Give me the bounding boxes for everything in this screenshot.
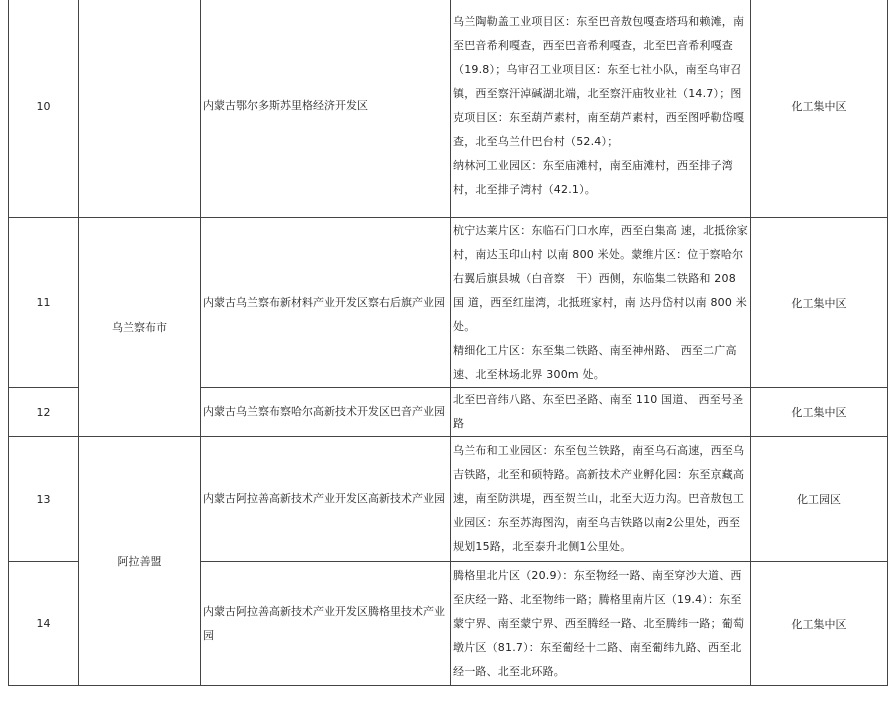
city-cell: 阿拉善盟 <box>79 437 201 686</box>
row-number: 12 <box>9 388 79 437</box>
park-type: 化工园区 <box>751 437 888 562</box>
boundary-paragraph: 腾格里北片区（20.9）：东至物经一路、南至穿沙大道、西至庆经一路、北至物纬一路；腾格里南片区（19.4）：东至蒙宁界、南至蒙宁界、西至腾经一路、北至腾纬一路；葡萄墩片区（81.7）：东至葡经十二路、南至葡纬九路、西至北经一路、北至北环路。 <box>453 568 745 678</box>
park-table <box>8 0 888 686</box>
zone-name: 内蒙古阿拉善高新技术产业开发区腾格里技术产业园 <box>201 562 451 686</box>
boundary-paragraph: 杭宁达莱片区：东临石门口水库，西至白集高 速，北抵徐家村，南达玉印山村 以南 800 米处。蒙维片区：位于察哈尔右翼后旗县城（白音察 干）西侧，东临集二铁路和 208 国 道，西至红崖湾，北抵班家村，南 达丹岱村以南 800 米处。 <box>453 223 748 333</box>
row-number: 11 <box>9 218 79 388</box>
boundary-cell <box>451 388 751 437</box>
table-row <box>9 437 888 562</box>
park-type: 化工集中区 <box>751 218 888 388</box>
park-type: 化工集中区 <box>751 388 888 437</box>
boundary-cell <box>451 562 751 686</box>
zone-name: 内蒙古乌兰察布新材料产业开发区察右后旗产业园 <box>201 218 451 388</box>
table-row <box>9 218 888 388</box>
boundary-paragraph: 纳林河工业园区：东至庙滩村，南至庙滩村，西至排子湾村，北至排子湾村（42.1）。 <box>453 159 733 196</box>
city-cell: 乌兰察布市 <box>79 218 201 437</box>
table-row <box>9 0 888 218</box>
zone-name: 内蒙古鄂尔多斯苏里格经济开发区 <box>201 0 451 218</box>
park-type: 化工集中区 <box>751 562 888 686</box>
boundary-cell <box>451 218 751 388</box>
row-number: 10 <box>9 0 79 218</box>
boundary-paragraph: 乌兰布和工业园区：东至包兰铁路，南至乌石高速，西至乌吉铁路，北至和硕特路。高新技术产业孵化园：东至京藏高速，南至防洪堤，西至贺兰山，北至大迈力沟。巴音敖包工业园区：东至苏海图沟，南至乌吉铁路以南2公里处，西至规划15路，北至泰升北侧1公里处。 <box>453 444 745 553</box>
city-cell <box>79 0 201 218</box>
boundary-paragraph: 精细化工片区：东至集二铁路、南至神州路、 西至二广高速、北至林场北界 300m 处。 <box>453 343 737 381</box>
zone-name: 内蒙古阿拉善高新技术产业开发区高新技术产业园 <box>201 437 451 562</box>
boundary-cell <box>451 0 751 218</box>
zone-name: 内蒙古乌兰察布察哈尔高新技术开发区巴音产业园 <box>201 388 451 437</box>
boundary-paragraph: 北至巴音纬八路、东至巴圣路、南至 110 国道、 西至号圣路 <box>453 393 744 430</box>
park-type: 化工集中区 <box>751 0 888 218</box>
row-number: 14 <box>9 562 79 686</box>
row-number: 13 <box>9 437 79 562</box>
boundary-paragraph: 乌兰陶勒盖工业项目区：东至巴音敖包嘎查塔玛和赖滩，南至巴音希利嘎查，西至巴音希利嘎查，北至巴音希利嘎查（19.8）；乌审召工业项目区：东至七社小队，南至乌审召镇，西至察汗淖碱湖北端，北至察汗庙牧业社（14.7）；图克项目区：东至葫芦素村，南至葫芦素村，西至图呼勒岱嘎查，北至乌兰什巴台村（52.4）； <box>453 15 745 148</box>
boundary-cell <box>451 437 751 562</box>
